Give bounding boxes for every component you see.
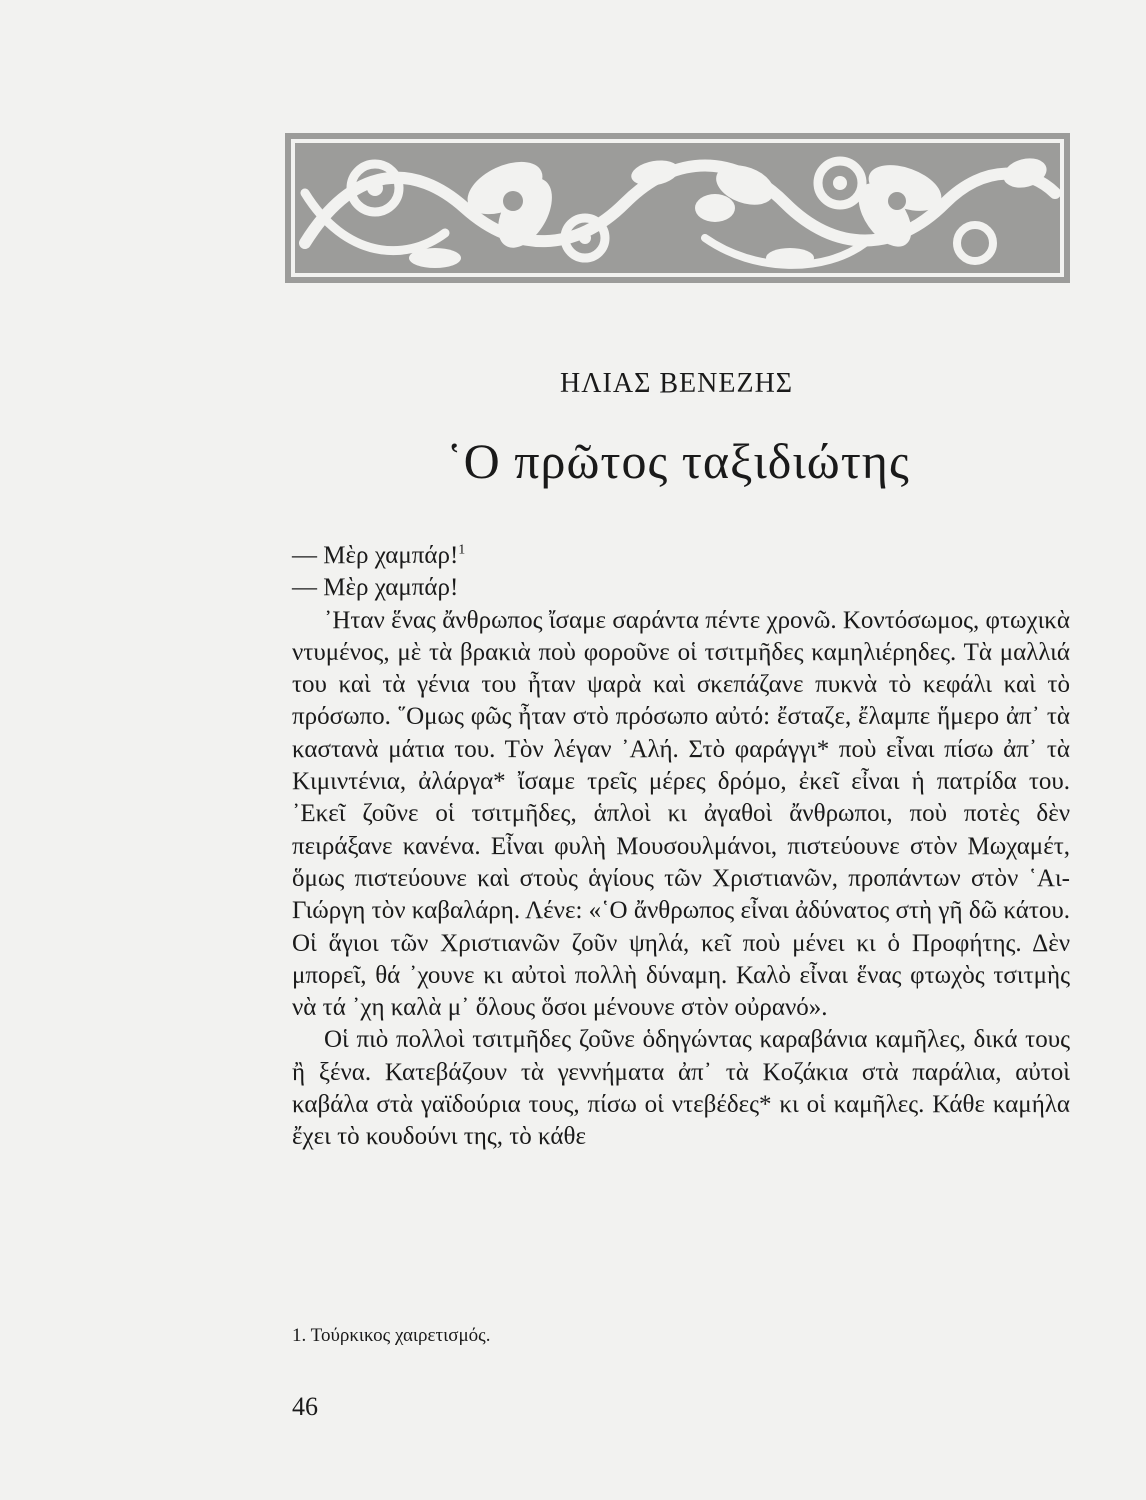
paragraph: Οἱ πιὸ πολλοὶ τσιτμῆδες ζοῦνε ὁδηγώντας καραβάνια καμῆλες, δικά τους ἢ ξένα. Κατεβάζουν τὰ γεννήματα ἀπ᾿ τὰ Κοζάκια στὰ παράλια, αὐτοὶ καβάλα στὰ γαϊδούρια τους, πίσω οἱ ντεβέδες* κι οἱ καμῆλες. Κάθε καμήλα ἔχει τὸ κουδούνι της, τὸ κάθε [292, 1026, 1070, 1151]
story-body [292, 540, 1070, 1154]
story-title: ῾Ο πρῶτος ταξιδιώτης [446, 433, 910, 489]
author-name: ΗΛΙΑΣ ΒΕΝΕΖΗΣ [560, 368, 794, 399]
footnote: 1. Τούρκικος χαιρετισμός. [292, 1325, 491, 1346]
dialog-text: — Μὲρ χαμπάρ! [292, 542, 459, 569]
dialog-line [292, 572, 1070, 604]
dialog-line [292, 540, 1070, 572]
paragraph: ᾿Ηταν ἕνας ἄνθρωπος ἴσαμε σαράντα πέντε χρονῶ. Κοντόσωμος, φτωχικὰ ντυμένος, μὲ τὰ βρακιὰ ποὺ φοροῦνε οἱ τσιτμῆδες καμηλιέρηδες. Τὰ μαλλιά του καὶ τὰ γένια του ἦταν ψαρὰ καὶ σκεπάζανε πυκνὰ τὸ κεφάλι καὶ τὸ πρόσωπο. ῞Ομως φῶς ἦταν στὸ πρόσωπο αὐτό: ἔσταζε, ἔλαμπε ἥμερο ἀπ᾿ τὰ καστανὰ μάτια του. Τὸν λέγαν ᾿Αλή. Στὸ φαράγγι* ποὺ εἶναι πίσω ἀπ᾿ τὰ Κιμιντένια, ἀλάργα* ἴσαμε τρεῖς μέρες δρόμο, ἐκεῖ εἶναι ἡ πατρίδα του. ᾿Εκεῖ ζοῦνε οἱ τσιτμῆδες, ἁπλοὶ κι ἀγαθοὶ ἄνθρωποι, ποὺ ποτὲς δὲν πειράξανε κανένα. Εἶναι φυλὴ Μουσουλμάνοι, πιστεύουνε στὸν Μωχαμέτ, ὅμως πιστεύουνε καὶ στοὺς ἁγίους τῶν Χριστιανῶν, προπάντων στὸν ῾Αι-Γιώργη τὸν καβαλάρη. Λένε: «῾Ο ἄνθρωπος εἶναι ἀδύνατος στὴ γῆ δῶ κάτου. Οἱ ἅγιοι τῶν Χριστιανῶν ζοῦν ψηλά, κεῖ ποὺ μένει κι ὁ Προφήτης. Δὲν μπορεῖ, θά ᾿χουνε κι αὐτοὶ πολλὴ δύναμη. Καλὸ εἶναι ἕνας φτωχὸς τσιτμὴς νὰ τά ᾿χη καλὰ μ᾿ ὅλους ὅσοι μένουνε στὸν οὐρανό». [292, 606, 1070, 1022]
decorative-ornament-band [285, 133, 1070, 283]
page-number: 46 [292, 1392, 318, 1421]
dialog-text: — Μὲρ χαμπάρ! [292, 574, 459, 602]
footnote-mark: 1 [458, 542, 466, 558]
